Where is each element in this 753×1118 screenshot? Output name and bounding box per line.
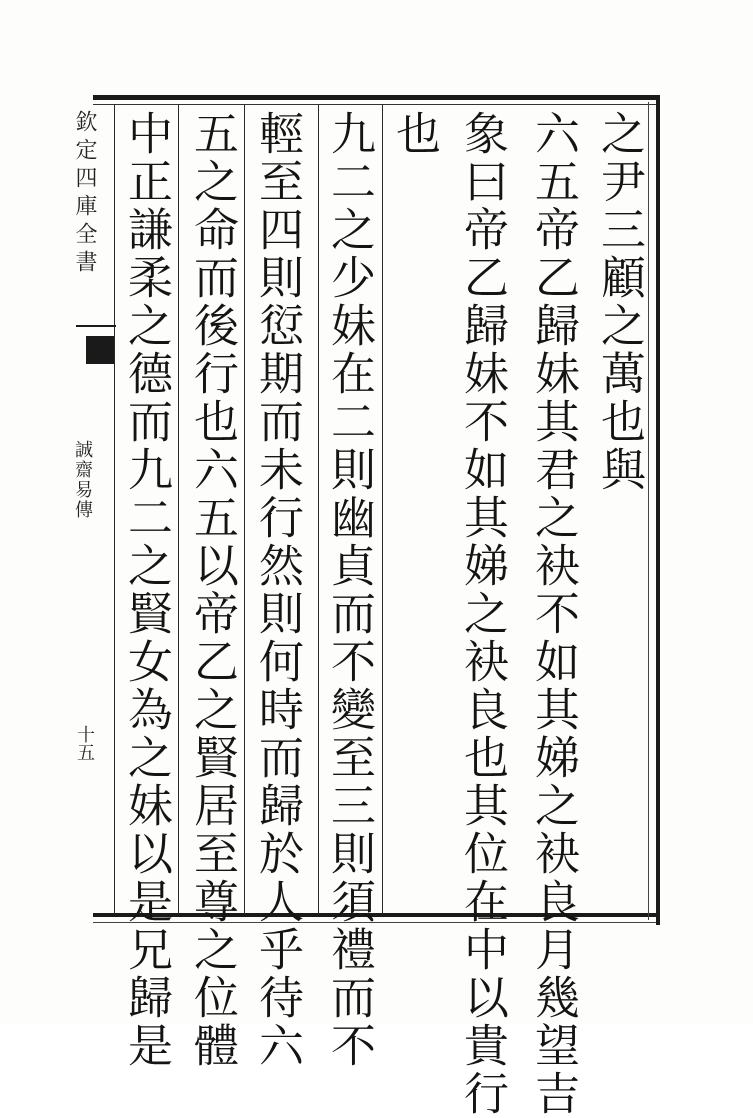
frame-right-border bbox=[656, 95, 660, 925]
fishtail-mark bbox=[86, 336, 114, 364]
text-column-8: 中正謙柔之德而九二之賢女為之妹以是兄歸是 bbox=[120, 110, 173, 1070]
text-column-5: 九二之少妹在二則幽貞而不變至三則須禮而不 bbox=[323, 110, 376, 1070]
text-column-3: 象曰帝乙歸妹不如其娣之袂良也其位在中以貴行 bbox=[456, 110, 509, 1118]
book-title: 誠齋易傳 bbox=[72, 440, 93, 520]
text-column-2: 六五帝乙歸妹其君之袂不如其娣之袂良月幾望吉 bbox=[527, 110, 580, 1118]
column-rule bbox=[382, 104, 383, 914]
text-column-1: 之尹三顧之萬也與 bbox=[593, 110, 646, 494]
column-rule bbox=[178, 104, 179, 914]
column-rule bbox=[114, 104, 115, 914]
collection-title: 欽定四庫全書 bbox=[72, 110, 97, 278]
page-number: 十五 bbox=[74, 725, 95, 761]
text-column-6: 輕至四則愆期而未行然則何時而歸於人乎待六 bbox=[251, 110, 304, 1070]
frame-top-border bbox=[93, 95, 660, 100]
column-rule bbox=[244, 104, 245, 914]
column-rule bbox=[318, 104, 319, 914]
text-column-7: 五之命而後行也六五以帝乙之賢居至尊之位體 bbox=[186, 110, 239, 1070]
margin-divider bbox=[76, 325, 116, 327]
text-column-4: 也 bbox=[388, 110, 441, 158]
frame-right-inner-border bbox=[648, 102, 649, 920]
